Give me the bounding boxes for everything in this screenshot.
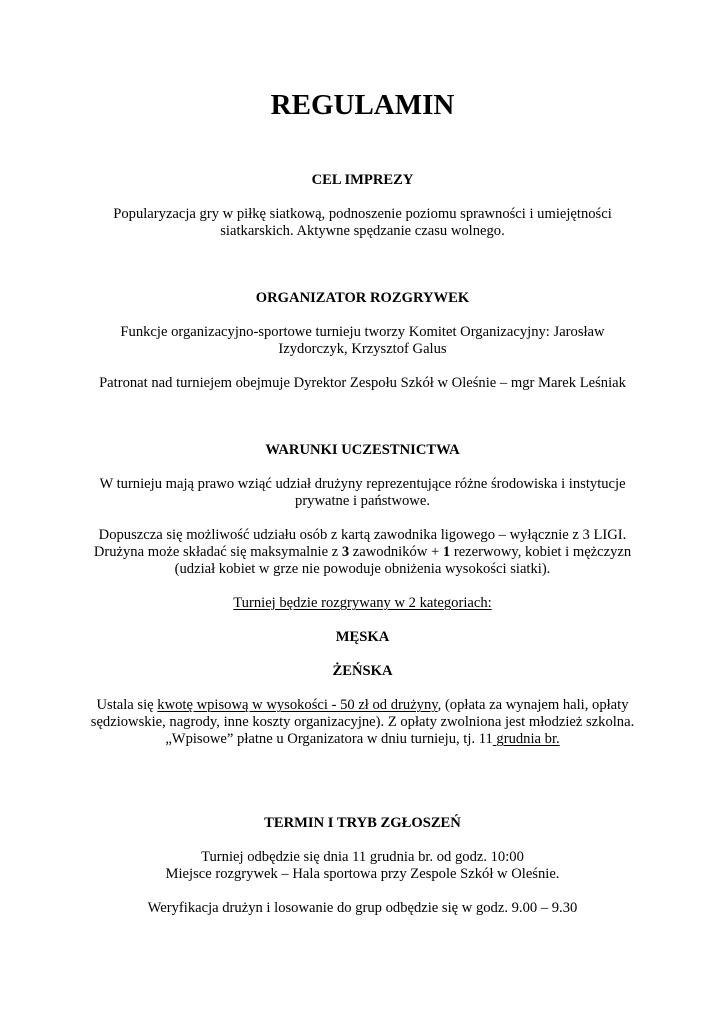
warunki-text-line: prywatne i państwowe. — [295, 493, 430, 509]
warunki-text-line: W turnieju mają prawo wziąć udział drużyny reprezentujące różne środowiska i instytucje — [99, 476, 626, 492]
organizator-text-line: Funkcje organizacyjno-sportowe turnieju tworzy Komitet Organizacyjny: Jarosław — [120, 324, 605, 340]
warunki-text-line: Dopuszcza się możliwość udziału osób z kartą zawodnika ligowego – wyłącznie z 3 LIGI. — [98, 527, 627, 543]
text-span: rezerwowy, kobiet i mężczyzn — [450, 544, 632, 560]
wpisowe-text-line: sędziowskie, nagrody, inne koszty organizacyjne). Z opłaty zwolniona jest młodzież szkolna. — [90, 714, 635, 730]
termin-text-line: Weryfikacja drużyn i losowanie do grup odbędzie się w godz. 9.00 – 9.30 — [147, 900, 578, 916]
warunki-text-line: (udział kobiet w grze nie powoduje obniżenia wysokości siatki). — [174, 561, 551, 577]
section-heading-cel: CEL IMPREZY — [311, 172, 414, 188]
kategorie-text: Turniej będzie rozgrywany w 2 kategoriach: — [233, 595, 492, 611]
section-heading-organizator: ORGANIZATOR ROZGRYWEK — [255, 290, 470, 306]
document-title: REGULAMIN — [270, 89, 455, 121]
text-span: , (opłata za wynajem hali, opłaty — [437, 697, 629, 713]
kategorie-line — [60, 595, 665, 612]
termin-text-line: Turniej odbędzie się dnia 11 grudnia br. od godz. 10:00 — [201, 849, 524, 865]
text-span: „Wpisowe” płatne u Organizatora w dniu turnieju, tj. 11 — [165, 731, 493, 747]
section-heading-warunki: WARUNKI UCZESTNICTWA — [265, 442, 460, 458]
date-underlined: grudnia br. — [492, 731, 560, 747]
text-span: Drużyna może składać się maksymalnie z — [93, 544, 342, 560]
wpisowe-text-line — [60, 697, 665, 714]
kategoria-meska: MĘSKA — [335, 629, 390, 645]
cel-text-line: Popularyzacja gry w piłkę siatkową, podnoszenie poziomu sprawności i umiejętności — [113, 206, 612, 222]
bold-number: 3 — [341, 544, 350, 560]
warunki-text-line — [60, 544, 665, 561]
kwota-underlined: kwotę wpisową w wysokości - 50 zł od drużyny — [157, 697, 438, 713]
termin-text-line: Miejsce rozgrywek – Hala sportowa przy Zespole Szkół w Oleśnie. — [165, 866, 560, 882]
cel-text-line: siatkarskich. Aktywne spędzanie czasu wolnego. — [220, 223, 505, 239]
text-span: Ustala się — [96, 697, 158, 713]
bold-number: 1 — [442, 544, 451, 560]
kategoria-zenska: ŻEŃSKA — [332, 663, 393, 679]
organizator-text-line: Izydorczyk, Krzysztof Galus — [278, 341, 447, 357]
section-heading-termin: TERMIN I TRYB ZGŁOSZEŃ — [264, 815, 461, 831]
text-span: zawodników + — [349, 544, 443, 560]
patronat-text: Patronat nad turniejem obejmuje Dyrektor Zespołu Szkół w Oleśnie – mgr Marek Leśniak — [99, 375, 626, 391]
wpisowe-text-line — [60, 731, 665, 748]
